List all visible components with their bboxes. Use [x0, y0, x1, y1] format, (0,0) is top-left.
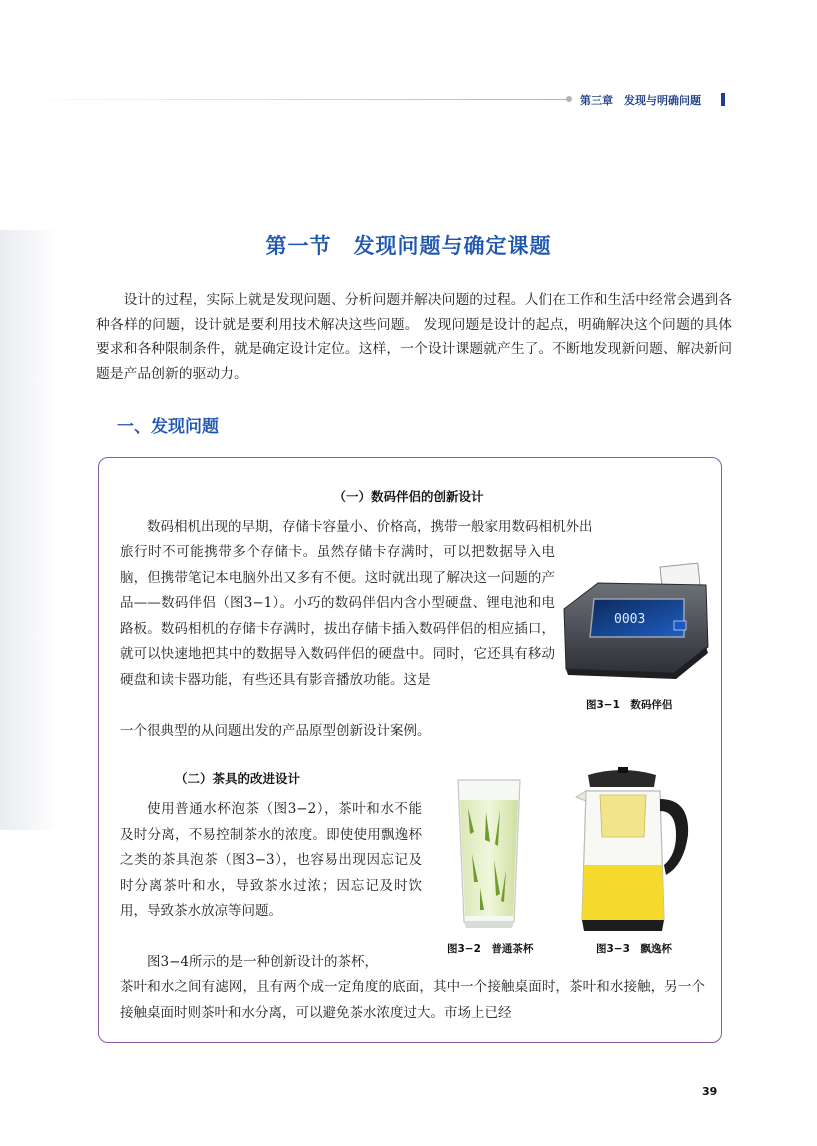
case1-text-top: 数码相机出现的早期，存储卡容量小、价格高，携带一般家用数码相机外出	[147, 519, 593, 535]
case1-title: （一）数码伴侣的创新设计	[333, 489, 484, 504]
case2-text-bottom: 茶叶和水之间有滤网，且有两个成一定角度的底面，其中一个接触桌面时，茶叶和水接触，另一个接触桌面时则茶叶和水分离，可以避免茶水浓度过大。市场上已经	[120, 979, 705, 1021]
running-header: 第三章 发现与明确问题	[580, 94, 701, 107]
page-number: 39	[702, 1085, 718, 1098]
figure-3-1-caption: 图3−1 数码伴侣	[586, 699, 673, 711]
header-marker-bar	[721, 93, 725, 106]
case1-text-bottom: 一个很典型的从问题出发的产品原型创新设计案例。	[120, 723, 431, 739]
device-screen-readout: 0003	[614, 612, 646, 627]
case1-text-wrapped: 旅行时不可能携带多个存储卡。虽然存储卡存满时，可以把数据导入电脑，但携带笔记本电脑外出又多有不便。这时就出现了解决这一问题的产品——数码伴侣（图3−1）。小巧的数码伴侣内含小型硬盘、锂电池和电路板。数码相机的存储卡存满时，拔出存储卡插入数码伴侣的相应插口，就可以快速地把其中的数据导入数码伴侣的硬盘中。同时，它还具有移动硬盘和读卡器功能，有些还具有影音播放功能。这是	[120, 544, 555, 688]
piaoyi-tea-cup-image	[572, 765, 697, 937]
figure-3-3-caption: 图3−3 飘逸杯	[596, 943, 672, 955]
section-title: 第一节 发现问题与确定课题	[265, 234, 552, 258]
case2-text-line: 图3−4所示的是一种创新设计的茶杯，	[147, 954, 378, 970]
header-rule	[14, 99, 569, 100]
digital-companion-image	[556, 555, 716, 685]
subsection-heading: 一、发现问题	[117, 417, 219, 437]
figure-3-2-caption: 图3−2 普通茶杯	[447, 943, 534, 955]
intro-paragraph: 设计的过程，实际上就是发现问题、分析问题并解决问题的过程。人们在工作和生活中经常会遇到各种各样的问题，设计就是要利用技术解决这些问题。 发现问题是设计的起点，明确解决这个问题的具体要求和各种限制条件，就是确定设计定位。这样，一个设计课题就产生了。不断地发现新问题、解决新问题是产品创新的驱动力。	[96, 292, 732, 382]
case2-text-wrapped: 使用普通水杯泡茶（图3−2），茶叶和水不能及时分离，不易控制茶水的浓度。即使使用飘逸杯之类的茶具泡茶（图3−3），也容易出现因忘记及时分离茶叶和水，导致茶水过浓；因忘记及时饮用，导致茶水放凉等问题。	[120, 801, 422, 919]
ordinary-tea-glass-image	[450, 770, 528, 932]
margin-decoration	[0, 230, 60, 830]
header-rule-dot	[566, 96, 572, 102]
case2-title: （二）茶具的改进设计	[175, 771, 301, 786]
